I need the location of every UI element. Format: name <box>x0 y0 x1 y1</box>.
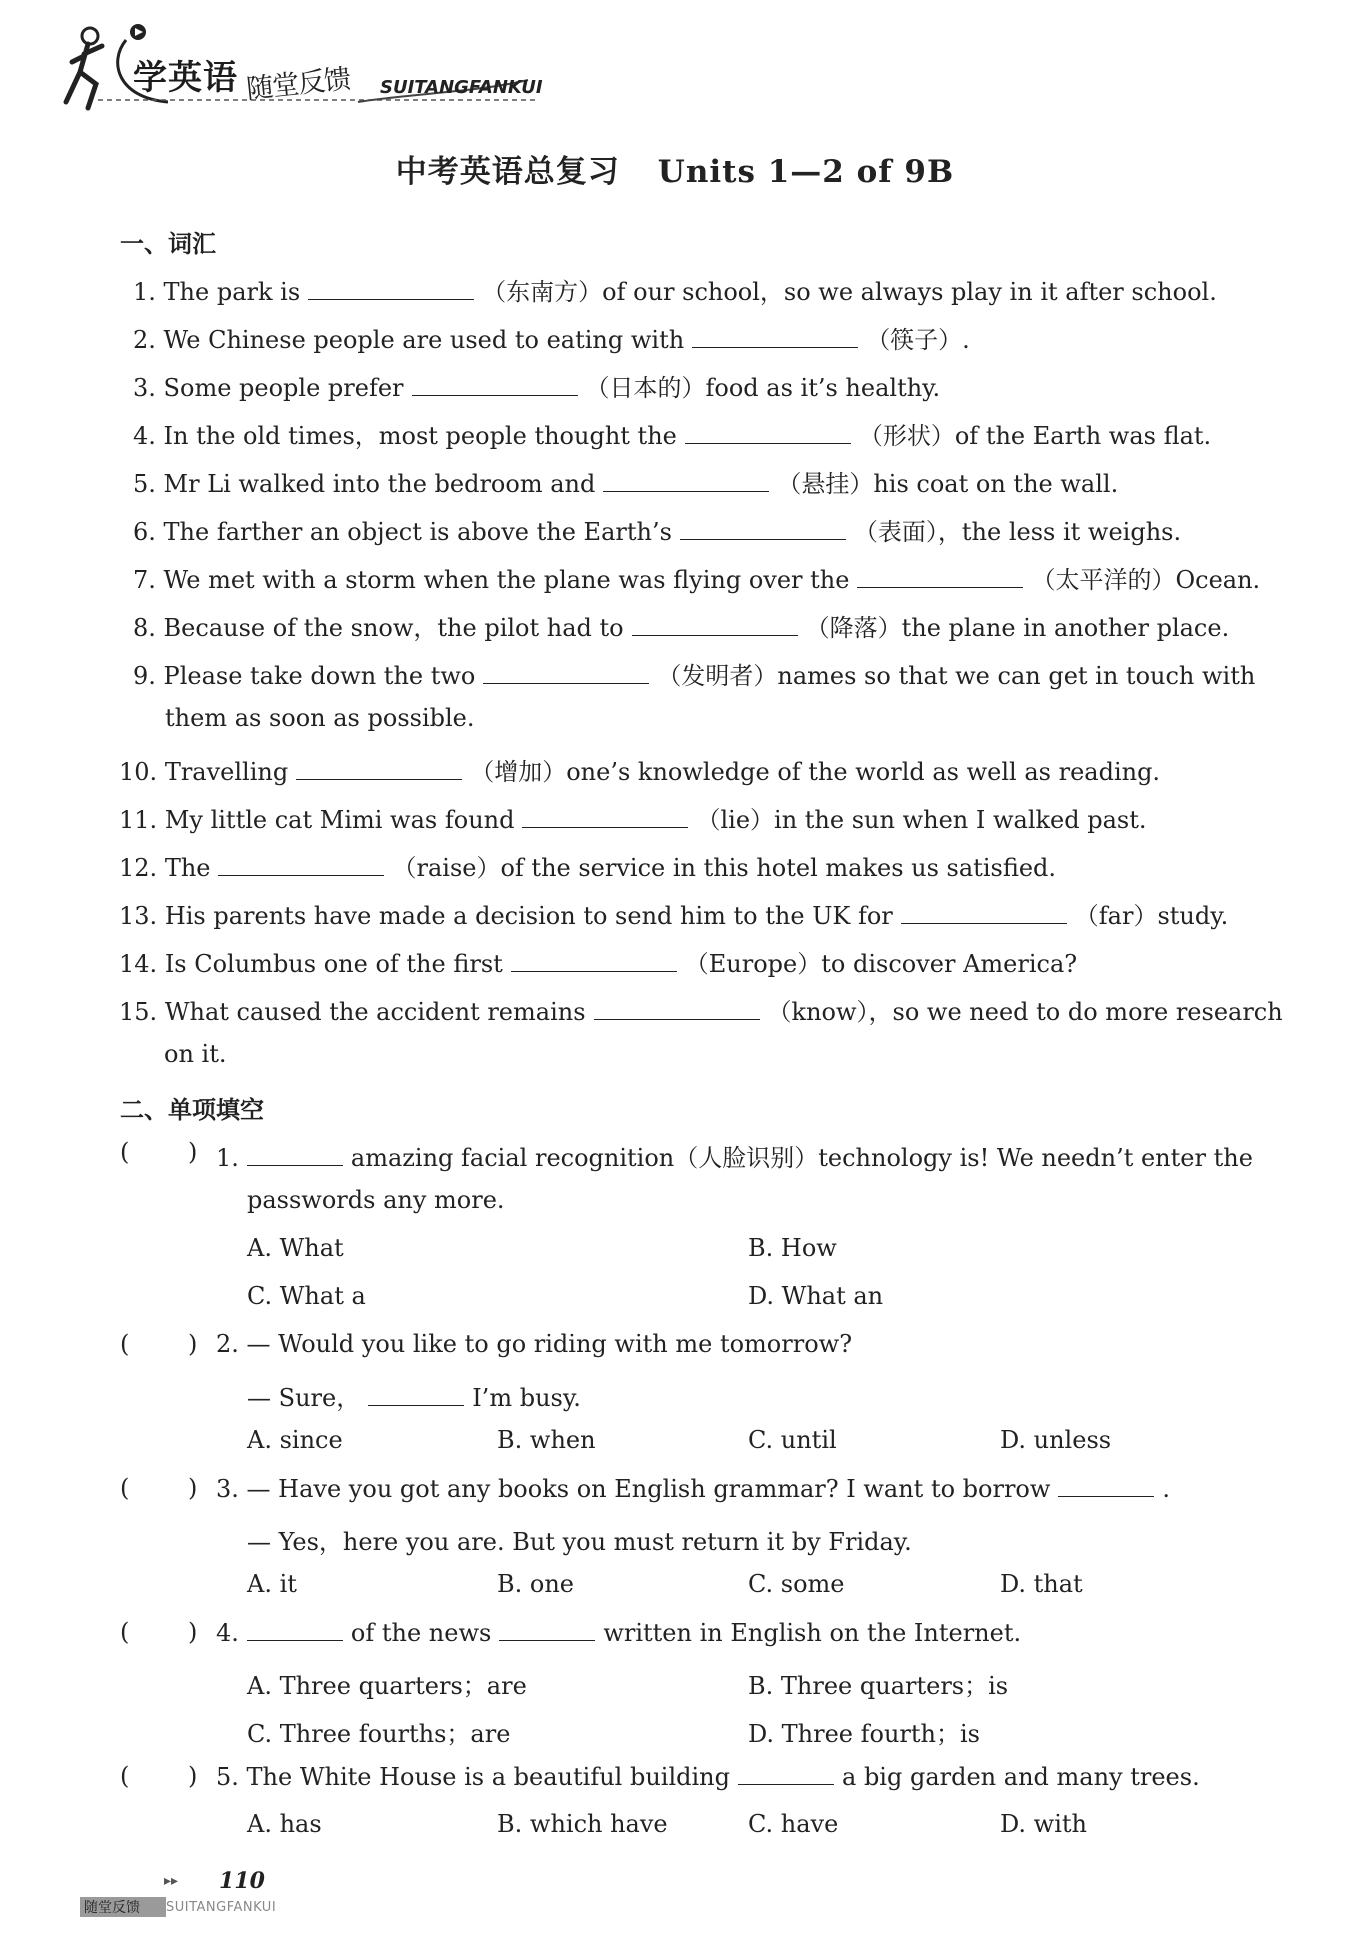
vocab-item: 9. Please take down the two （发明者）names so that we can get in touch with <box>133 662 1256 690</box>
option-d[interactable]: D. with <box>1000 1810 1087 1838</box>
vocab-item: 11. My little cat Mimi was found （lie）in the sun when I walked past. <box>119 806 1147 834</box>
answer-blank[interactable] <box>511 949 677 972</box>
answer-blank[interactable] <box>247 1143 343 1166</box>
footer-label-cn: 随堂反馈 <box>84 1900 140 1916</box>
brand-subtitle-cn: 随堂反馈 <box>244 63 352 106</box>
section-vocabulary-heading: 一、词汇 <box>120 230 216 258</box>
title-cn: 中考英语总复习 <box>395 154 620 190</box>
brand-pinyin: SUITANGFANKUI <box>380 77 543 98</box>
vocab-item: 14. Is Columbus one of the first （Europe）to discover America? <box>119 950 1078 978</box>
answer-paren-right[interactable]: ) <box>188 1138 198 1166</box>
answer-blank[interactable] <box>594 997 760 1020</box>
vocab-item: 12. The （raise）of the service in this hotel makes us satisfied. <box>119 854 1057 882</box>
answer-blank[interactable] <box>483 661 649 684</box>
answer-blank[interactable] <box>603 469 769 492</box>
vocab-item: 2. We Chinese people are used to eating with （筷子）. <box>133 326 970 354</box>
answer-paren-left: ( <box>120 1474 130 1502</box>
answer-paren-right[interactable]: ) <box>188 1330 198 1358</box>
answer-paren-left: ( <box>120 1138 130 1166</box>
brand-name-cn: 学英语 <box>133 58 238 98</box>
vocab-item: 5. Mr Li walked into the bedroom and （悬挂）his coat on the wall. <box>133 470 1119 498</box>
option-d[interactable]: D. that <box>1000 1570 1083 1598</box>
vocab-item: 3. Some people prefer （日本的）food as it’s healthy. <box>133 374 941 402</box>
vocab-item: 6. The farther an object is above the Earth’s （表面），the less it weighs. <box>133 518 1182 546</box>
vocab-item: 13. His parents have made a decision to send him to the UK for （far）study. <box>119 902 1229 930</box>
vocab-item: 8. Because of the snow，the pilot had to （降落）the plane in another place. <box>133 614 1230 642</box>
answer-paren-left: ( <box>120 1330 130 1358</box>
vocab-item: 10. Travelling （增加）one’s knowledge of the world as well as reading. <box>119 758 1161 786</box>
option-c[interactable]: C. some <box>748 1570 845 1598</box>
vocab-item: 15. What caused the accident remains （know），so we need to do more research <box>119 998 1283 1026</box>
answer-blank[interactable] <box>368 1383 464 1406</box>
option-d[interactable]: D. Three fourth；is <box>748 1720 980 1748</box>
answer-blank[interactable] <box>692 325 858 348</box>
title-en: Units 1—2 of 9B <box>657 154 955 190</box>
answer-blank[interactable] <box>901 901 1067 924</box>
answer-blank[interactable] <box>738 1762 834 1785</box>
option-d[interactable]: D. What an <box>748 1282 884 1310</box>
answer-blank[interactable] <box>308 277 474 300</box>
choice-question-line2: — Sure， I’m busy. <box>247 1384 581 1412</box>
choice-question-line2: — Yes，here you are. But you must return it by Friday. <box>247 1528 912 1556</box>
answer-blank[interactable] <box>412 373 578 396</box>
answer-paren-left: ( <box>120 1618 130 1646</box>
vocab-item: 1. The park is （东南方）of our school，so we always play in it after school. <box>133 278 1217 306</box>
answer-paren-right[interactable]: ) <box>188 1618 198 1646</box>
option-a[interactable]: A. since <box>247 1426 343 1454</box>
choice-question-continuation: passwords any more. <box>247 1186 505 1214</box>
option-a[interactable]: A. What <box>247 1234 344 1262</box>
answer-blank[interactable] <box>218 853 384 876</box>
footer-label-pinyin: SUITANGFANKUI <box>166 1900 277 1915</box>
choice-question: 2. — Would you like to go riding with me tomorrow? <box>216 1330 853 1358</box>
option-a[interactable]: A. it <box>247 1570 297 1598</box>
answer-blank[interactable] <box>522 805 688 828</box>
vocab-item: 7. We met with a storm when the plane was flying over the （太平洋的）Ocean. <box>133 566 1261 594</box>
page-number: 110 <box>219 1868 265 1894</box>
page-title <box>0 146 1350 191</box>
vocab-item-continuation: them as soon as possible. <box>165 704 475 732</box>
vocab-item-continuation: on it. <box>164 1040 227 1068</box>
answer-blank[interactable] <box>857 565 1023 588</box>
option-d[interactable]: D. unless <box>1000 1426 1112 1454</box>
option-b[interactable]: B. Three quarters；is <box>748 1672 1009 1700</box>
answer-blank[interactable] <box>499 1618 595 1641</box>
choice-question: 1. amazing facial recognition（人脸识别）technology is! We needn’t enter the <box>216 1144 1253 1172</box>
option-c[interactable]: C. Three fourths；are <box>247 1720 511 1748</box>
choice-question: 5. The White House is a beautiful building a big garden and many trees. <box>216 1763 1200 1791</box>
answer-blank[interactable] <box>632 613 798 636</box>
double-arrow-icon: ▸▸ <box>164 1873 179 1889</box>
answer-paren-left: ( <box>120 1762 130 1790</box>
option-b[interactable]: B. one <box>497 1570 575 1598</box>
header-logo <box>58 22 578 114</box>
choice-question: 3. — Have you got any books on English grammar? I want to borrow . <box>216 1475 1171 1503</box>
section-single-choice-heading: 二、单项填空 <box>120 1096 264 1124</box>
choice-question: 4. of the news written in English on the Internet. <box>216 1619 1022 1647</box>
answer-blank[interactable] <box>247 1618 343 1641</box>
answer-blank[interactable] <box>1058 1474 1154 1497</box>
answer-paren-right[interactable]: ) <box>188 1762 198 1790</box>
answer-blank[interactable] <box>685 421 851 444</box>
vocab-item: 4. In the old times，most people thought the （形状）of the Earth was flat. <box>133 422 1212 450</box>
option-c[interactable]: C. What a <box>247 1282 366 1310</box>
answer-paren-right[interactable]: ) <box>188 1474 198 1502</box>
answer-blank[interactable] <box>680 517 846 540</box>
option-c[interactable]: C. until <box>748 1426 837 1454</box>
option-b[interactable]: B. when <box>497 1426 596 1454</box>
option-a[interactable]: A. has <box>247 1810 322 1838</box>
option-b[interactable]: B. How <box>748 1234 837 1262</box>
option-c[interactable]: C. have <box>748 1810 839 1838</box>
option-b[interactable]: B. which have <box>497 1810 668 1838</box>
option-a[interactable]: A. Three quarters；are <box>247 1672 527 1700</box>
answer-blank[interactable] <box>296 757 462 780</box>
